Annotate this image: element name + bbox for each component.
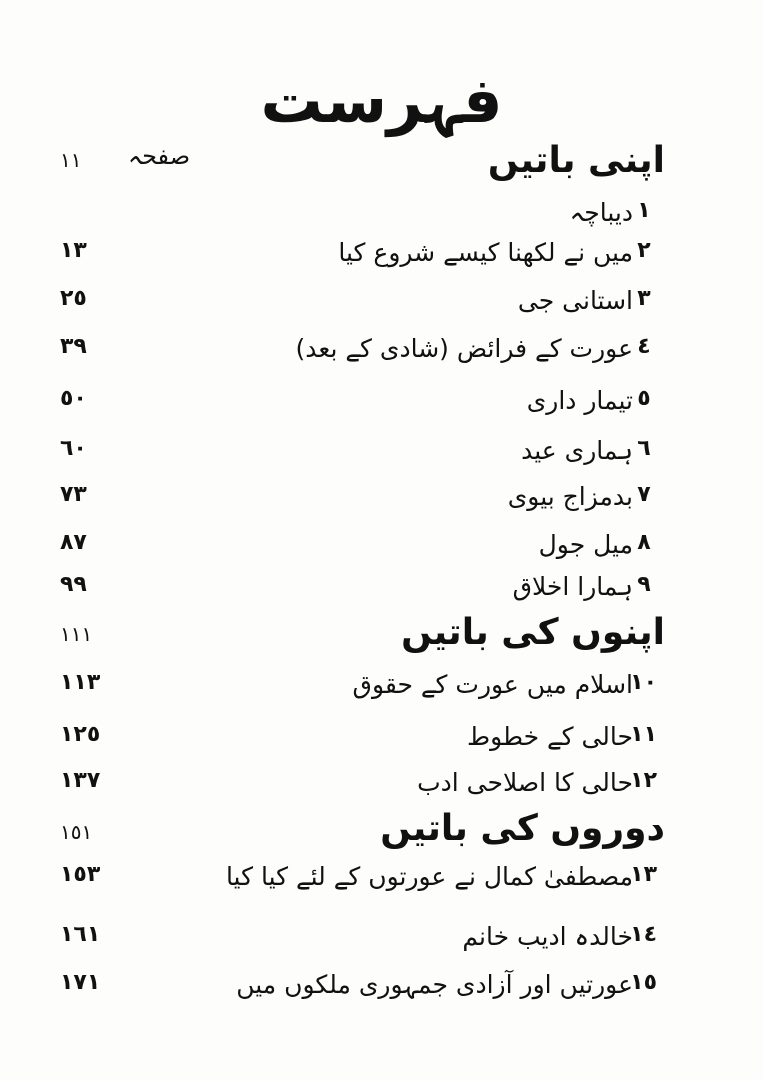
toc-index: ٩ <box>637 572 651 597</box>
toc-index: ١٣ <box>630 862 657 887</box>
toc-index: ١٥ <box>630 970 657 995</box>
toc-page: ٧٣ <box>60 482 87 507</box>
toc-row <box>0 722 763 766</box>
toc-row <box>0 198 763 242</box>
toc-row <box>0 286 763 330</box>
toc-title: ہماری عید <box>521 436 633 465</box>
toc-page: ٢٥ <box>60 286 87 311</box>
toc-title: دیباچہ <box>569 198 633 227</box>
toc-row <box>0 334 763 378</box>
toc-page: ١٧١ <box>60 970 101 995</box>
toc-row <box>0 572 763 616</box>
toc-title: بدمزاج بیوی <box>507 482 633 511</box>
page-column-label: صفحہ <box>128 142 191 170</box>
section-3-page: ١٥١ <box>60 820 93 844</box>
toc-title: میل جول <box>538 530 633 559</box>
toc-title: مصطفیٰ کمال نے عورتوں کے لئے کیا کیا <box>225 862 633 891</box>
section-1-page: ١١ <box>60 148 82 172</box>
toc-title: میں نے لکھنا کیسے شروع کیا <box>338 238 633 267</box>
toc-index: ٧ <box>637 482 651 507</box>
toc-page: ١٣ <box>60 238 87 263</box>
toc-title: عورتیں اور آزادی جمہوری ملکوں میں <box>236 970 633 999</box>
toc-row <box>0 530 763 574</box>
section-2-page: ١١١ <box>60 622 93 646</box>
toc-index: ٤ <box>637 334 651 359</box>
toc-row <box>0 436 763 480</box>
toc-page: ٦٠ <box>60 436 87 461</box>
toc-title: تیمار داری <box>526 386 633 415</box>
toc-page: ٥٠ <box>60 386 87 411</box>
toc-title: استانی جی <box>517 286 633 315</box>
toc-index: ١٢ <box>630 768 657 793</box>
toc-page: ١٦١ <box>60 922 101 947</box>
toc-row <box>0 386 763 430</box>
toc-index: ١ <box>637 198 651 223</box>
toc-page: ١٥٣ <box>60 862 101 887</box>
toc-title: ہمارا اخلاق <box>512 572 633 601</box>
toc-index: ١٤ <box>630 922 657 947</box>
toc-title: حالی کا اصلاحی ادب <box>417 768 633 797</box>
page-title: فہرست <box>260 64 503 137</box>
toc-row <box>0 862 763 906</box>
toc-index: ١٠ <box>630 670 657 695</box>
toc-index: ٥ <box>637 386 651 411</box>
section-heading-2: اپنوں کی باتیں <box>401 612 665 653</box>
toc-index: ٦ <box>637 436 651 461</box>
toc-index: ٢ <box>637 238 651 263</box>
toc-row <box>0 238 763 282</box>
toc-title: حالی کے خطوط <box>467 722 633 751</box>
toc-row <box>0 768 763 812</box>
toc-row <box>0 922 763 966</box>
toc-index: ١١ <box>630 722 657 747</box>
toc-title: اسلام میں عورت کے حقوق <box>352 670 633 699</box>
toc-title: عورت کے فرائض (شادی کے بعد) <box>295 334 633 363</box>
toc-row <box>0 670 763 714</box>
toc-page: ١١٣ <box>60 670 101 695</box>
toc-page: ٨٧ <box>60 530 87 555</box>
toc-page: ١٣٧ <box>60 768 101 793</box>
section-heading-3: دوروں کی باتیں <box>380 808 665 849</box>
toc-index: ٣ <box>637 286 651 311</box>
toc-page: ١٢٥ <box>60 722 101 747</box>
toc-page: ٣٩ <box>60 334 87 359</box>
toc-index: ٨ <box>637 530 651 555</box>
toc-page: ٩٩ <box>60 572 87 597</box>
toc-title: خالدہ ادیب خانم <box>462 922 633 951</box>
toc-row <box>0 482 763 526</box>
section-heading-1: اپنی باتیں <box>487 140 665 181</box>
toc-row <box>0 970 763 1014</box>
